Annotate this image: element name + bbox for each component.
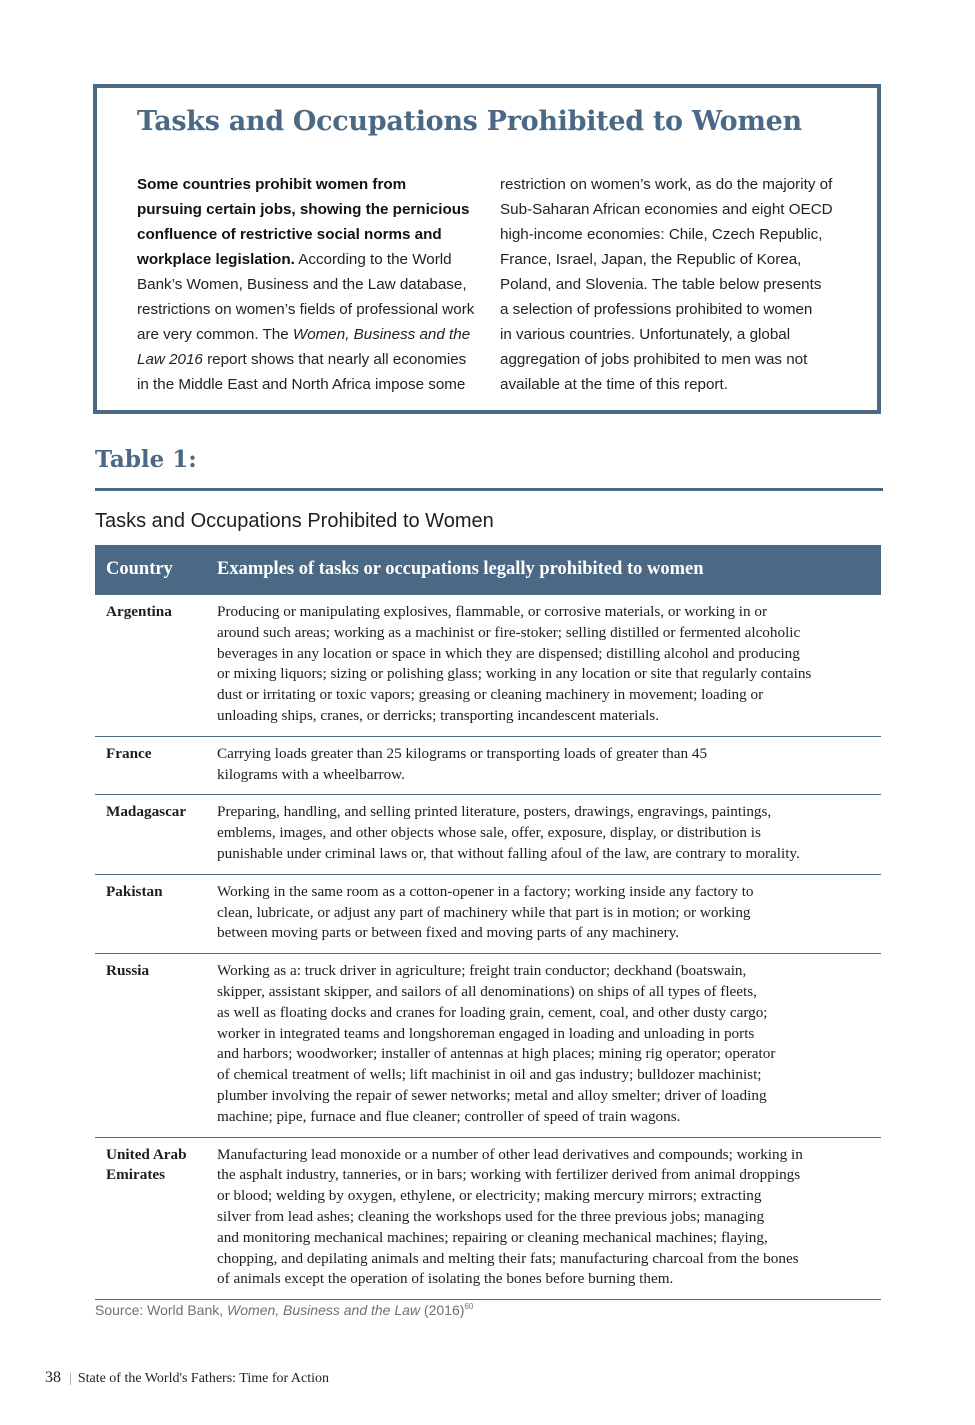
examples-line: the asphalt industry, tanneries, or in bars; working with fertilizer derived from animal droppings — [217, 1166, 801, 1184]
country-cell: Argentina — [106, 603, 172, 620]
prohibitions-table — [95, 545, 881, 1300]
intro-line: Some countries prohibit women from — [137, 176, 407, 193]
footer-separator: | — [69, 1371, 72, 1386]
table-row — [95, 1138, 881, 1301]
table-row — [95, 737, 881, 796]
examples-line: or blood; welding by oxygen, ethylene, or electricity; making mercury mirrors; extracting — [217, 1187, 762, 1205]
intro-line: restriction on women’s work, as do the majority of — [500, 176, 833, 193]
table-header — [95, 545, 881, 595]
table-rule — [95, 488, 883, 491]
examples-line: kilograms with a wheelbarrow. — [217, 765, 405, 783]
intro-line: Poland, and Slovenia. The table below presents — [500, 276, 822, 293]
intro-line: in the Middle East and North Africa impose some — [137, 376, 466, 393]
table-row — [95, 954, 881, 1137]
examples-cell — [217, 802, 881, 864]
table-row — [95, 875, 881, 954]
intro-line: workplace legislation. According to the World — [137, 251, 452, 268]
examples-line: worker in integrated teams and longshoreman engaged in loading and unloading in ports — [217, 1024, 755, 1042]
examples-line: and harbors; woodworker; installer of antennas at high places; mining rig operator; operator — [217, 1045, 776, 1063]
intro-line: available at the time of this report. — [500, 376, 728, 393]
intro-line: a selection of professions prohibited to women — [500, 301, 813, 318]
examples-line: or mixing liquors; sizing or polishing glass; working in any location or site that regularly contains — [217, 665, 812, 683]
intro-line: confluence of restrictive social norms and — [137, 226, 442, 243]
table-body — [95, 595, 881, 1300]
intro-line: Law 2016 report shows that nearly all economies — [137, 351, 467, 368]
examples-cell — [217, 1145, 881, 1291]
examples-cell — [217, 882, 881, 944]
examples-line: of animals except the operation of isolating the bones before burning them. — [217, 1270, 674, 1288]
examples-line: unloading ships, cranes, or derricks; transporting incandescent materials. — [217, 706, 659, 724]
intro-box — [93, 84, 881, 414]
footnote-ref: 60 — [464, 1302, 474, 1311]
country-cell: Madagascar — [106, 803, 187, 821]
examples-line: between moving parts or between fixed and moving parts of any machinery. — [217, 924, 680, 942]
intro-line: are very common. The Women, Business and the — [137, 326, 471, 343]
examples-cell — [217, 744, 881, 786]
examples-line: emblems, images, and other objects whose sale, offer, exposure, display, or distribution is — [217, 824, 761, 842]
intro-line: aggregation of jobs prohibited to men was not — [500, 351, 808, 368]
country-cell: Russia — [106, 962, 150, 980]
source-note: Source: World Bank, Women, Business and the Law $(2016)^{60}$ — [95, 1302, 474, 1318]
examples-line: clean, lubricate, or adjust any part of machinery while that part is in motion; or working — [217, 903, 751, 921]
examples-cell — [217, 961, 881, 1127]
examples-cell — [217, 602, 881, 727]
table-label: Table 1: — [95, 446, 197, 473]
intro-line: in various countries. Unfortunately, a global — [500, 326, 791, 343]
table-row — [95, 595, 881, 737]
examples-line: Preparing, handling, and selling printed literature, posters, drawings, engravings, paintings, — [217, 803, 772, 821]
examples-line: and monitoring mechanical machines; repairing or cleaning mechanical machines; flaying, — [217, 1228, 768, 1246]
examples-line: skipper, assistant skipper, and sailors of all denominations) on ships of all types of fleets, — [217, 982, 757, 1000]
examples-line: chopping, and depilating animals and melting their fats; manufacturing charcoal from the bones — [217, 1249, 799, 1267]
intro-line: restrictions on women’s fields of professional work — [137, 301, 475, 318]
intro-line: high-income economies: Chile, Czech Republic, — [500, 226, 823, 243]
examples-line: dust or irritating or toxic vapors; greasing or cleaning machinery in movement; loading or — [217, 686, 764, 704]
examples-line: plumber involving the repair of sewer networks; metal and alloy smelter; driver of loading — [217, 1086, 767, 1104]
intro-left-column — [137, 172, 482, 397]
page-number: 38 — [45, 1369, 61, 1386]
publication-title: State of the World's Fathers: Time for Action — [77, 1371, 329, 1386]
country-cell: United Arab Emirates — [106, 1145, 187, 1184]
examples-line: Producing or manipulating explosives, flammable, or corrosive materials, or working in or — [217, 603, 767, 620]
examples-line: beverages in any location or space in which they are dispensed; distilling alcohol and producing — [217, 644, 800, 662]
examples-line: around such areas; working as a machinist or fire-stoker; selling distilled or fermented alcoholic — [217, 623, 801, 641]
source-title: Women, Business and the Law — [227, 1302, 421, 1318]
country-cell: France — [106, 744, 152, 762]
intro-line: France, Israel, Japan, the Republic of Korea, — [500, 251, 802, 268]
examples-line: of chemical treatment of wells; lift machinist in oil and gas industry; bulldozer machinist; — [217, 1066, 762, 1084]
header-country: Country — [106, 559, 173, 579]
header-examples: Examples of tasks or occupations legally prohibited to women — [217, 559, 704, 579]
intro-line: pursuing certain jobs, showing the pernicious — [137, 201, 470, 218]
page-footer — [45, 1369, 329, 1387]
examples-line: machine; pipe, furnace and flue cleaner; controller of speed of train wagons. — [217, 1107, 681, 1125]
examples-line: punishable under criminal laws or, that without falling afoul of the law, are contrary to morality. — [217, 844, 800, 862]
box-title: Tasks and Occupations Prohibited to Women — [137, 106, 802, 137]
table-subtitle: Tasks and Occupations Prohibited to Women — [95, 510, 494, 532]
intro-line: Sub-Saharan African economies and eight OECD — [500, 201, 833, 218]
examples-line: Working as a: truck driver in agriculture; freight train conductor; deckhand (boatswain, — [217, 962, 747, 980]
examples-line: as well as floating docks and cranes for loading grain, cement, coal, and other dusty cargo; — [217, 1003, 768, 1021]
table-row — [95, 795, 881, 874]
examples-line: silver from lead ashes; cleaning the workshops used for the three previous jobs; managing — [217, 1207, 765, 1225]
examples-line: Carrying loads greater than 25 kilograms or transporting loads of greater than 45 — [217, 744, 708, 762]
examples-line: Manufacturing lead monoxide or a number of other lead derivatives and compounds; working in — [217, 1145, 803, 1163]
intro-right-column — [500, 172, 845, 397]
examples-line: Working in the same room as a cotton-opener in a factory; working inside any factory to — [217, 882, 754, 900]
intro-line: Bank’s Women, Business and the Law database, — [137, 276, 467, 293]
country-cell: Pakistan — [106, 882, 163, 900]
